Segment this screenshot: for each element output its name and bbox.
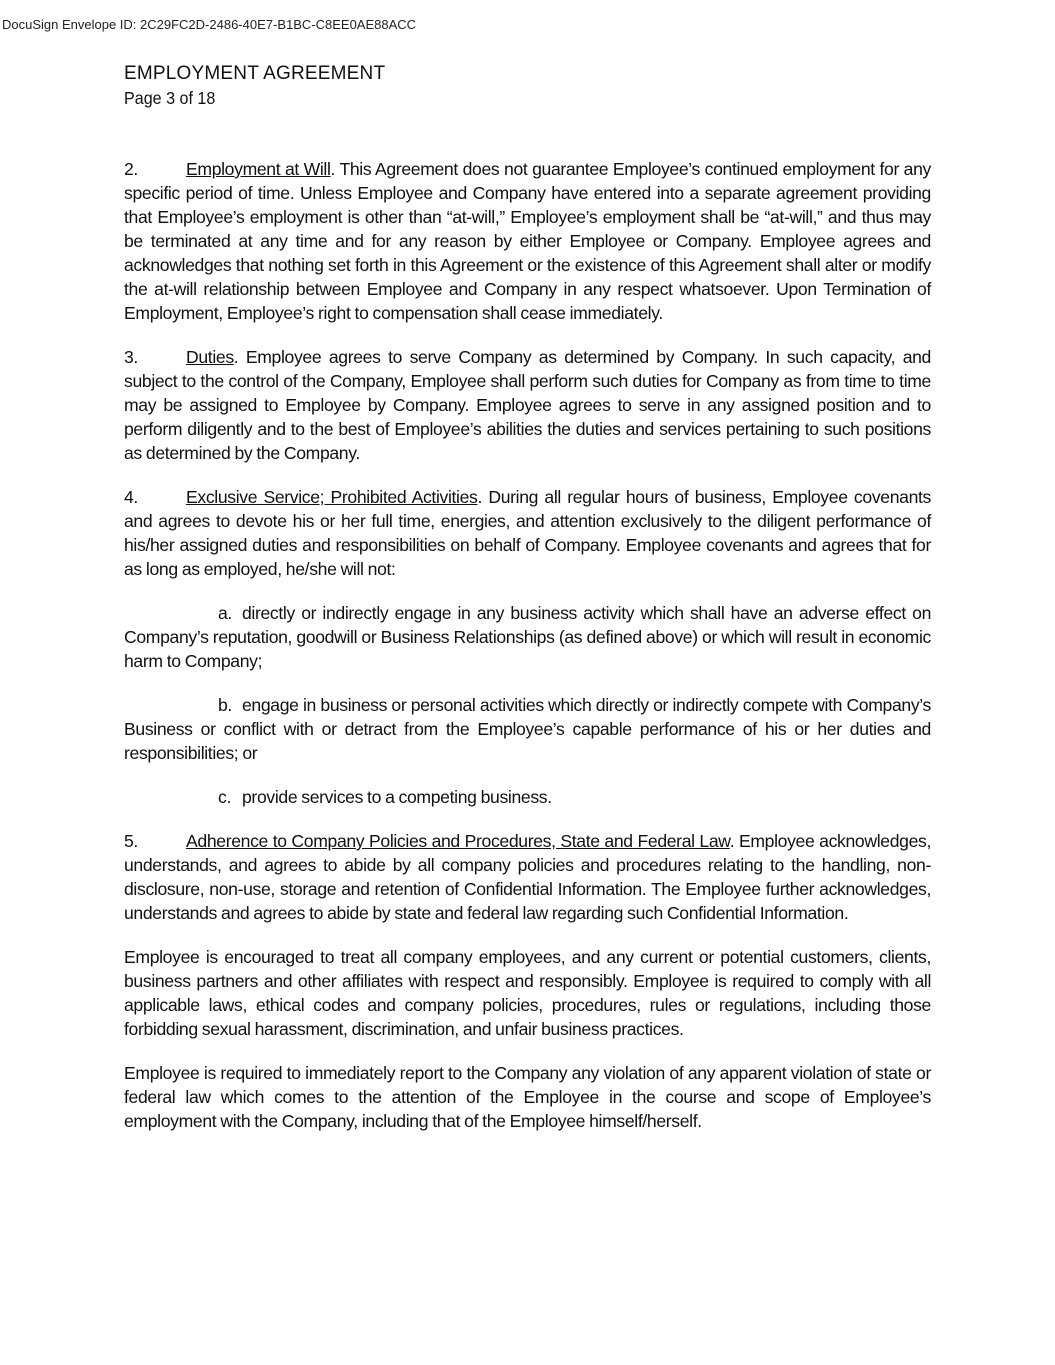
document-header <box>124 62 385 110</box>
section-duties <box>124 345 931 465</box>
section-adherence-to-policies <box>124 829 931 925</box>
document-title: EMPLOYMENT AGREEMENT <box>124 63 386 84</box>
subitem-marker: a. <box>218 603 232 623</box>
section-number: 4. <box>124 487 138 507</box>
subitem-b <box>124 693 931 765</box>
document-body <box>124 157 931 1153</box>
section-heading: Exclusive Service; Prohibited Activities <box>186 487 478 507</box>
section-body: . This Agreement does not guarantee Employee’s continued employment for any specific period of time. Unless Employee and Company have entered into a separate agreement providing that Employee’s employment is other than “at-will,” Employee’s employment shall be “at-will,” and thus may be terminated at any time and for any reason by either Employee or Company. Employee agrees and acknowledges that nothing set forth in this Agreement or the existence of this Agreement shall alter or modify the at-will relationship between Employee and Company in any respect whatsoever. Upon Termination of Employment, Employee’s right to compensation shall cease immediately. <box>124 159 931 323</box>
subitem-text: engage in business or personal activities which directly or indirectly compete with Company’s Business or conflict with or detract from the Employee’s capable performance of his or her duties and responsibilities; or <box>124 695 931 763</box>
section-body: . Employee agrees to serve Company as determined by Company. In such capacity, and subject to the control of the Company, Employee shall perform such duties for Company as from time to time may be assigned to Employee by Company. Employee agrees to serve in any assigned position and to perform diligently and to the best of Employee’s abilities the duties and services pertaining to such positions as determined by the Company. <box>124 347 931 463</box>
section-body: . Employee acknowledges, understands, and agrees to abide by all company policies and procedures relating to the handling, non-disclosure, non-use, storage and retention of Confidential Information. The Employee further acknowledges, understands and agrees to abide by state and federal law regarding such Confidential Information. <box>124 831 931 923</box>
page-number: Page 3 of 18 <box>124 88 216 108</box>
subitem-a <box>124 601 931 673</box>
subitem-text: provide services to a competing business. <box>242 787 552 807</box>
section-number: 5. <box>124 831 138 851</box>
subitem-text: directly or indirectly engage in any business activity which shall have an adverse effect on Company’s reputation, goodwill or Business Relationships (as defined above) or which will result in economic harm to Company; <box>124 603 931 671</box>
subitem-c <box>124 785 931 809</box>
section-exclusive-service <box>124 485 931 581</box>
section-heading: Adherence to Company Policies and Procedures, State and Federal Law <box>186 831 730 851</box>
section-number: 2. <box>124 159 138 179</box>
subitem-marker: b. <box>218 695 232 715</box>
section-employment-at-will <box>124 157 931 325</box>
section-number: 3. <box>124 347 138 367</box>
subitem-marker: c. <box>218 787 231 807</box>
section-heading: Duties <box>186 347 234 367</box>
paragraph-reporting: Employee is required to immediately report to the Company any violation of any apparent violation of state or federal law which comes to the attention of the Employee in the course and scope of Employee’s employment with the Company, including that of the Employee himself/herself. <box>124 1063 931 1131</box>
section-body: . During all regular hours of business, Employee covenants and agrees to devote his or her full time, energies, and attention exclusively to the diligent performance of his/her assigned duties and responsibilities on behalf of Company. Employee covenants and agrees that for as long as employed, he/she will not: <box>124 487 931 579</box>
section-heading: Employment at Will <box>186 159 331 179</box>
docusign-envelope-id: DocuSign Envelope ID: 2C29FC2D-2486-40E7-B1BC-C8EE0AE88ACC <box>2 17 417 32</box>
paragraph-conduct: Employee is encouraged to treat all company employees, and any current or potential customers, clients, business partners and other affiliates with respect and responsibly. Employee is required to comply with all applicable laws, ethical codes and company policies, procedures, rules or regulations, including those forbidding sexual harassment, discrimination, and unfair business practices. <box>124 947 931 1039</box>
